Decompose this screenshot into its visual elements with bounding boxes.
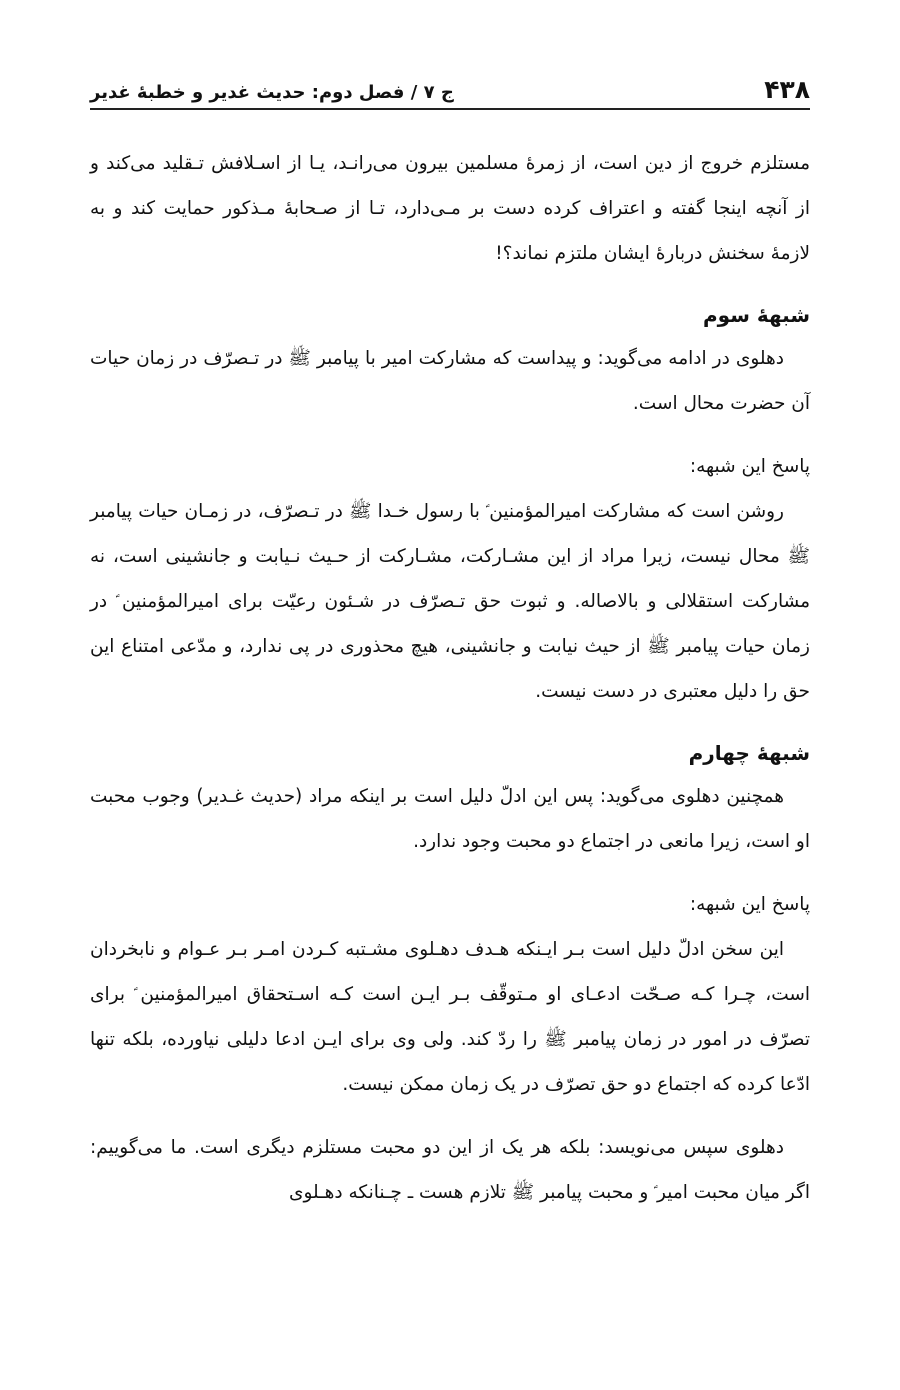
answer-paragraph-first: روشن است که مشارکت امیرالمؤمنین ؑ با رسول خـدا ﷺ در تـصرّف، در زمـان حیات پیامبر ﷺ محال نیست، زیرا مراد از این مشـارکت، مشـارکت از حـیث نـیابت و جانشینی است، نه مشارکت استقلالی و بالاصاله. و ثبوت حق تـصرّف در شـئون رعیّت برای امیرالمؤمنین ؑ در زمان حیات پیامبر ﷺ از حیث نیابت و جانشینی، هیچ محذوری در پی ندارد، و مدّعی امتناع این حق را دلیل معتبری در دست نیست. [90,501,810,702]
answer-paragraph-second: این سخن ادلّ دلیل است بـر ایـنکه هـدف دهـلوی مشـتبه کـردن امـر بـر عـوام و نابخردان است، چـرا کـه صـحّت ادعـای او مـتوقّف بـر ایـن است کـه اسـتحقاق امیرالمؤمنین ؑ برای تصرّف در امور در زمان پیامبر ﷺ را ردّ کند. ولی وی برای ایـن ادعا دلیلی نیاورده، بلکه تنها ادّعا کرده که اجتماع دو حق تصرّف در یک زمان ممکن نیست. [90,939,810,1095]
third-doubt-paragraph: دهلوی در ادامه می‌گوید: و پیداست که مشارکت امیر با پیامبر ﷺ در تـصرّف در زمان حیات آن حضرت محال است. [90,348,810,414]
running-title: ج ۷ / فصل دوم: حدیث غدیر و خطبهٔ غدیر [90,82,454,103]
intro-paragraph: مستلزم خروج از دین است، از زمرهٔ مسلمین بیرون می‌رانـد، یـا از اسـلافش تـقلید می‌کند و از آنچه اینجا گفته و اعتراف کرده دست بر مـی‌دارد، تـا از صـحابهٔ مـذکور حمایت کند و به لازمهٔ سخنش دربارهٔ ایشان ملتزم نماند؟! [90,153,810,264]
page-number: ۴۳۸ [764,75,810,104]
heading-fourth-doubt: شبهۀ چهارم [688,741,810,765]
fourth-doubt-paragraph: همچنین دهلوی می‌گوید: پس این ادلّ دلیل است بر اینکه مراد (حدیث غـدیر) وجوب محبت او است، زیرا مانعی در اجتماع دو محبت وجود ندارد. [90,786,810,852]
answer-label-second: پاسخ این شبهه: [689,894,810,915]
final-paragraph: دهلوی سپس می‌نویسد: بلکه هر یک از این دو محبت مستلزم دیگری است. ما می‌گوییم: اگر میان محبت امیر ؑ و محبت پیامبر ﷺ تلازم هست ـ چـنانکه دهـلوی [90,1137,810,1203]
heading-third-doubt: شبهۀ سوم [703,303,810,327]
answer-label-first: پاسخ این شبهه: [689,456,810,477]
book-page [90,0,810,1390]
page-header [90,66,810,110]
page-body [90,141,810,1215]
